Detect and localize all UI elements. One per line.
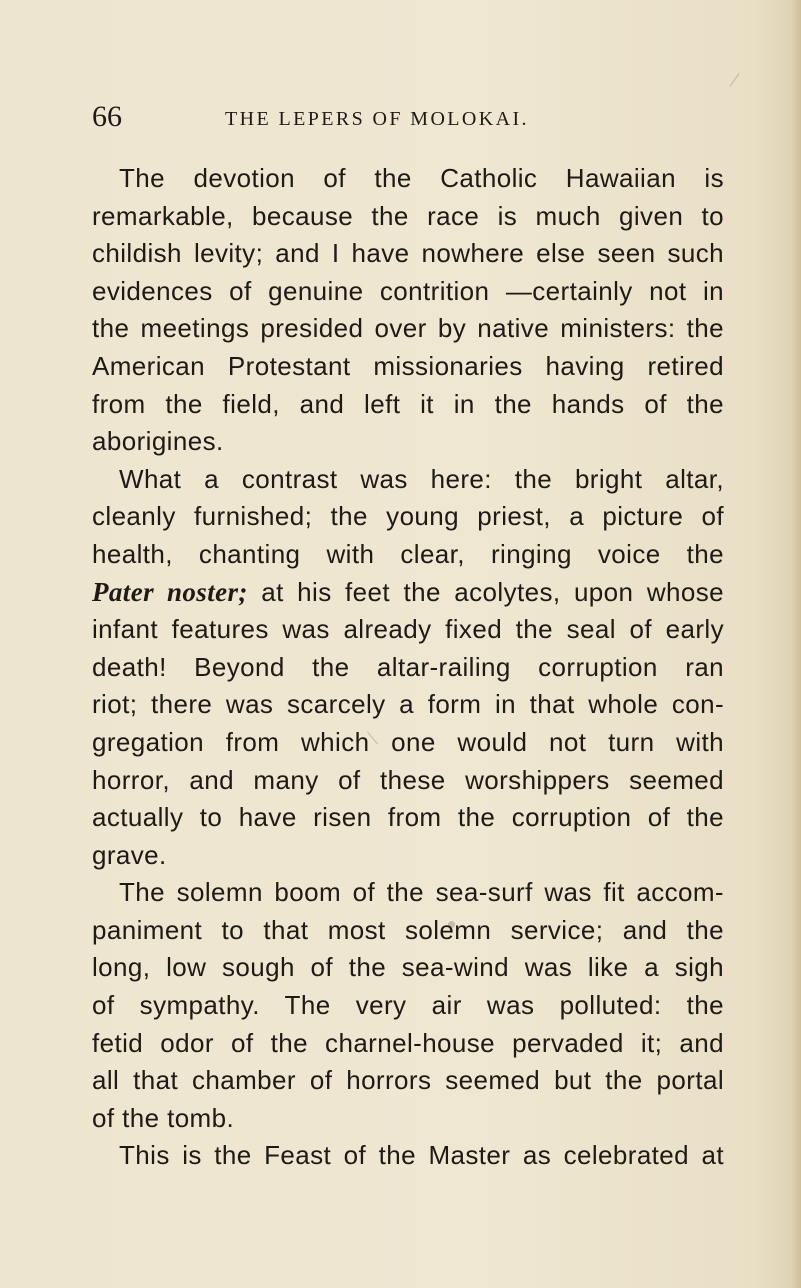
page-edge: [791, 0, 801, 1288]
text-line: aborigines.: [92, 426, 224, 457]
page-number: 66: [92, 100, 122, 133]
text-line: horror, and many of these worshippers seemed: [92, 764, 724, 795]
text-line: paniment to that most solemn service; and the: [92, 914, 724, 945]
text-line: infant features was already fixed the seal of early: [92, 614, 724, 645]
text-line: gregation from which one would not turn with: [92, 726, 724, 757]
text-line: childish levity; and I have nowhere else seen such: [92, 238, 724, 269]
text-line: The solemn boom of the sea-surf was fit accom-: [119, 877, 724, 908]
text-line: fetid odor of the charnel-house pervaded it; and: [92, 1027, 724, 1058]
italic-phrase: Pater noster;: [92, 576, 248, 607]
text-line: The devotion of the Catholic Hawaiian is: [119, 163, 724, 193]
text-line: actually to have risen from the corruption of the: [92, 802, 724, 833]
text-line: American Protestant missionaries having retired: [92, 350, 724, 381]
text-line: from the field, and left it in the hands of the: [92, 388, 724, 419]
text-line: all that chamber of horrors seemed but the portal: [92, 1065, 724, 1096]
text-line: riot; there was scarcely a form in that whole con-: [92, 689, 724, 720]
body-text: [92, 160, 724, 1175]
stray-mark: [730, 73, 740, 87]
text-line: of the tomb.: [92, 1102, 235, 1133]
text-line: long, low sough of the sea-wind was like a sigh: [92, 952, 724, 983]
running-title: THE LEPERS OF MOLOKAI.: [225, 108, 529, 130]
text-line: remarkable, because the race is much given to: [92, 200, 724, 231]
page-header: [92, 99, 732, 139]
line-remainder: at his feet the acolytes, upon whose: [247, 576, 724, 607]
text-line: health, chanting with clear, ringing voice the: [92, 538, 724, 569]
text-line: evidences of genuine contrition —certainly not in: [92, 275, 724, 306]
text-line: death! Beyond the altar-railing corruption ran: [92, 651, 724, 682]
text-line: This is the Feast of the Master as celebrated at: [119, 1140, 724, 1171]
text-line: grave.: [92, 839, 167, 870]
text-line: [92, 574, 724, 612]
text-line: of sympathy. The very air was polluted: the: [92, 990, 724, 1021]
text-line: the meetings presided over by native ministers: the: [92, 313, 724, 344]
text-line: cleanly furnished; the young priest, a picture of: [92, 501, 724, 532]
text-line: What a contrast was here: the bright altar,: [119, 463, 724, 494]
